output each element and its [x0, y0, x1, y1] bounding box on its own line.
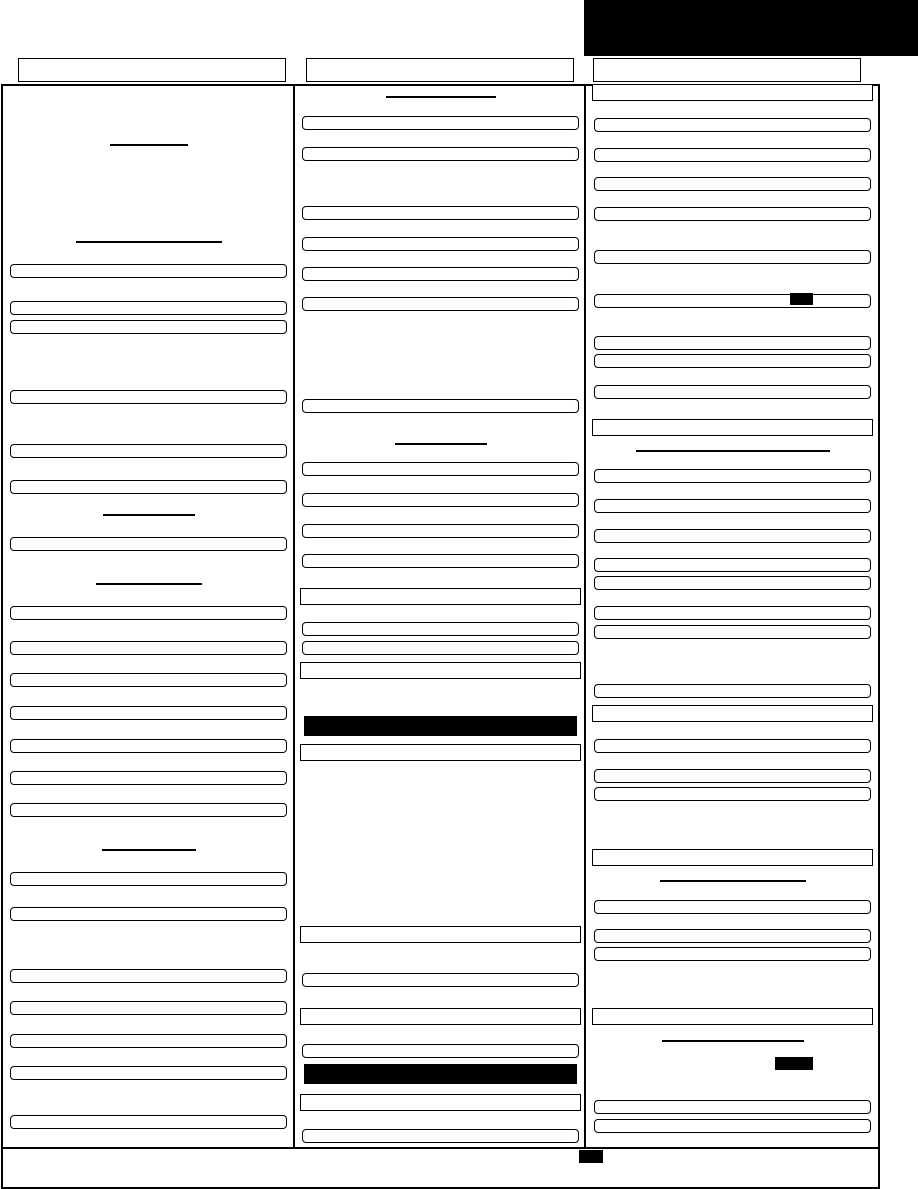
form-field[interactable] [594, 385, 871, 399]
form-field[interactable] [10, 1034, 287, 1048]
form-title-block [584, 0, 918, 56]
form-field[interactable] [594, 469, 871, 483]
column-header-3 [593, 58, 861, 82]
form-field[interactable] [10, 706, 287, 720]
form-box[interactable] [300, 926, 581, 943]
form-field[interactable] [302, 1129, 579, 1143]
form-box[interactable] [300, 588, 581, 605]
form-field[interactable] [302, 554, 579, 568]
form-field[interactable] [594, 576, 871, 590]
form-field[interactable] [10, 969, 287, 983]
column-header-2 [306, 58, 574, 82]
form-field[interactable] [594, 606, 871, 620]
form-field[interactable] [594, 769, 871, 783]
form-field[interactable] [10, 320, 287, 334]
form-box[interactable] [300, 662, 581, 679]
column-header-1 [18, 58, 286, 82]
form-field[interactable] [302, 462, 579, 476]
form-field[interactable] [302, 206, 579, 220]
form-box[interactable] [592, 1008, 873, 1025]
section-heading-7 [395, 443, 487, 445]
form-field[interactable] [594, 1119, 871, 1133]
form-field[interactable] [594, 499, 871, 513]
form-field[interactable] [594, 787, 871, 801]
form-field[interactable] [594, 929, 871, 943]
field-marker [775, 1057, 813, 1070]
section-heading-10 [662, 1040, 804, 1042]
form-field[interactable] [10, 1066, 287, 1080]
form-field[interactable] [594, 900, 871, 914]
form-field[interactable] [594, 336, 871, 350]
form-field[interactable] [10, 1001, 287, 1015]
form-field[interactable] [302, 524, 579, 538]
form-field[interactable] [10, 872, 287, 886]
section-heading-5 [102, 849, 196, 851]
section-heading-6 [386, 96, 496, 98]
form-field[interactable] [302, 399, 579, 413]
form-field[interactable] [302, 116, 579, 130]
form-box[interactable] [592, 84, 873, 101]
form-field[interactable] [594, 739, 871, 753]
form-field[interactable] [302, 973, 579, 987]
section-heading-4 [96, 583, 202, 585]
form-field[interactable] [10, 390, 287, 404]
form-field[interactable] [302, 493, 579, 507]
form-field[interactable] [594, 529, 871, 543]
form-field[interactable] [10, 1115, 287, 1129]
footer-divider [1, 1147, 880, 1149]
form-field[interactable] [10, 537, 287, 551]
form-field[interactable] [594, 1100, 871, 1114]
form-field[interactable] [10, 301, 287, 315]
section-heading-9 [660, 880, 806, 882]
form-field[interactable] [10, 444, 287, 458]
column-divider-2 [584, 84, 586, 1148]
form-field[interactable] [10, 907, 287, 921]
form-box[interactable] [592, 419, 873, 436]
form-field[interactable] [302, 147, 579, 161]
form-field[interactable] [302, 297, 579, 311]
form-field[interactable] [10, 606, 287, 620]
form-field[interactable] [302, 1044, 579, 1058]
form-box[interactable] [300, 1094, 581, 1111]
footer-marker [579, 1150, 603, 1163]
form-field[interactable] [10, 803, 287, 817]
form-field[interactable] [594, 294, 871, 308]
form-field[interactable] [302, 267, 579, 281]
section-bar [304, 716, 577, 736]
field-marker [790, 293, 813, 305]
form-field[interactable] [10, 739, 287, 753]
form-box[interactable] [300, 1008, 581, 1025]
form-field[interactable] [594, 684, 871, 698]
form-field[interactable] [594, 250, 871, 264]
form-field[interactable] [594, 354, 871, 368]
form-field[interactable] [594, 558, 871, 572]
form-field[interactable] [594, 118, 871, 132]
section-heading-8 [636, 450, 830, 452]
form-field[interactable] [594, 177, 871, 191]
form-field[interactable] [302, 622, 579, 636]
form-field[interactable] [10, 673, 287, 687]
form-field[interactable] [594, 947, 871, 961]
column-divider-1 [293, 84, 295, 1148]
form-field[interactable] [10, 641, 287, 655]
form-field[interactable] [302, 641, 579, 655]
section-heading-1 [110, 144, 188, 146]
form-field[interactable] [10, 480, 287, 494]
section-bar [304, 1064, 577, 1084]
form-field[interactable] [594, 207, 871, 221]
section-heading-2 [76, 241, 222, 243]
section-heading-3 [103, 514, 195, 516]
form-field[interactable] [10, 771, 287, 785]
form-field[interactable] [302, 237, 579, 251]
form-field[interactable] [10, 264, 287, 278]
form-field[interactable] [594, 148, 871, 162]
form-box[interactable] [592, 849, 873, 866]
form-field[interactable] [594, 625, 871, 639]
form-box[interactable] [592, 705, 873, 722]
form-box[interactable] [300, 744, 581, 761]
